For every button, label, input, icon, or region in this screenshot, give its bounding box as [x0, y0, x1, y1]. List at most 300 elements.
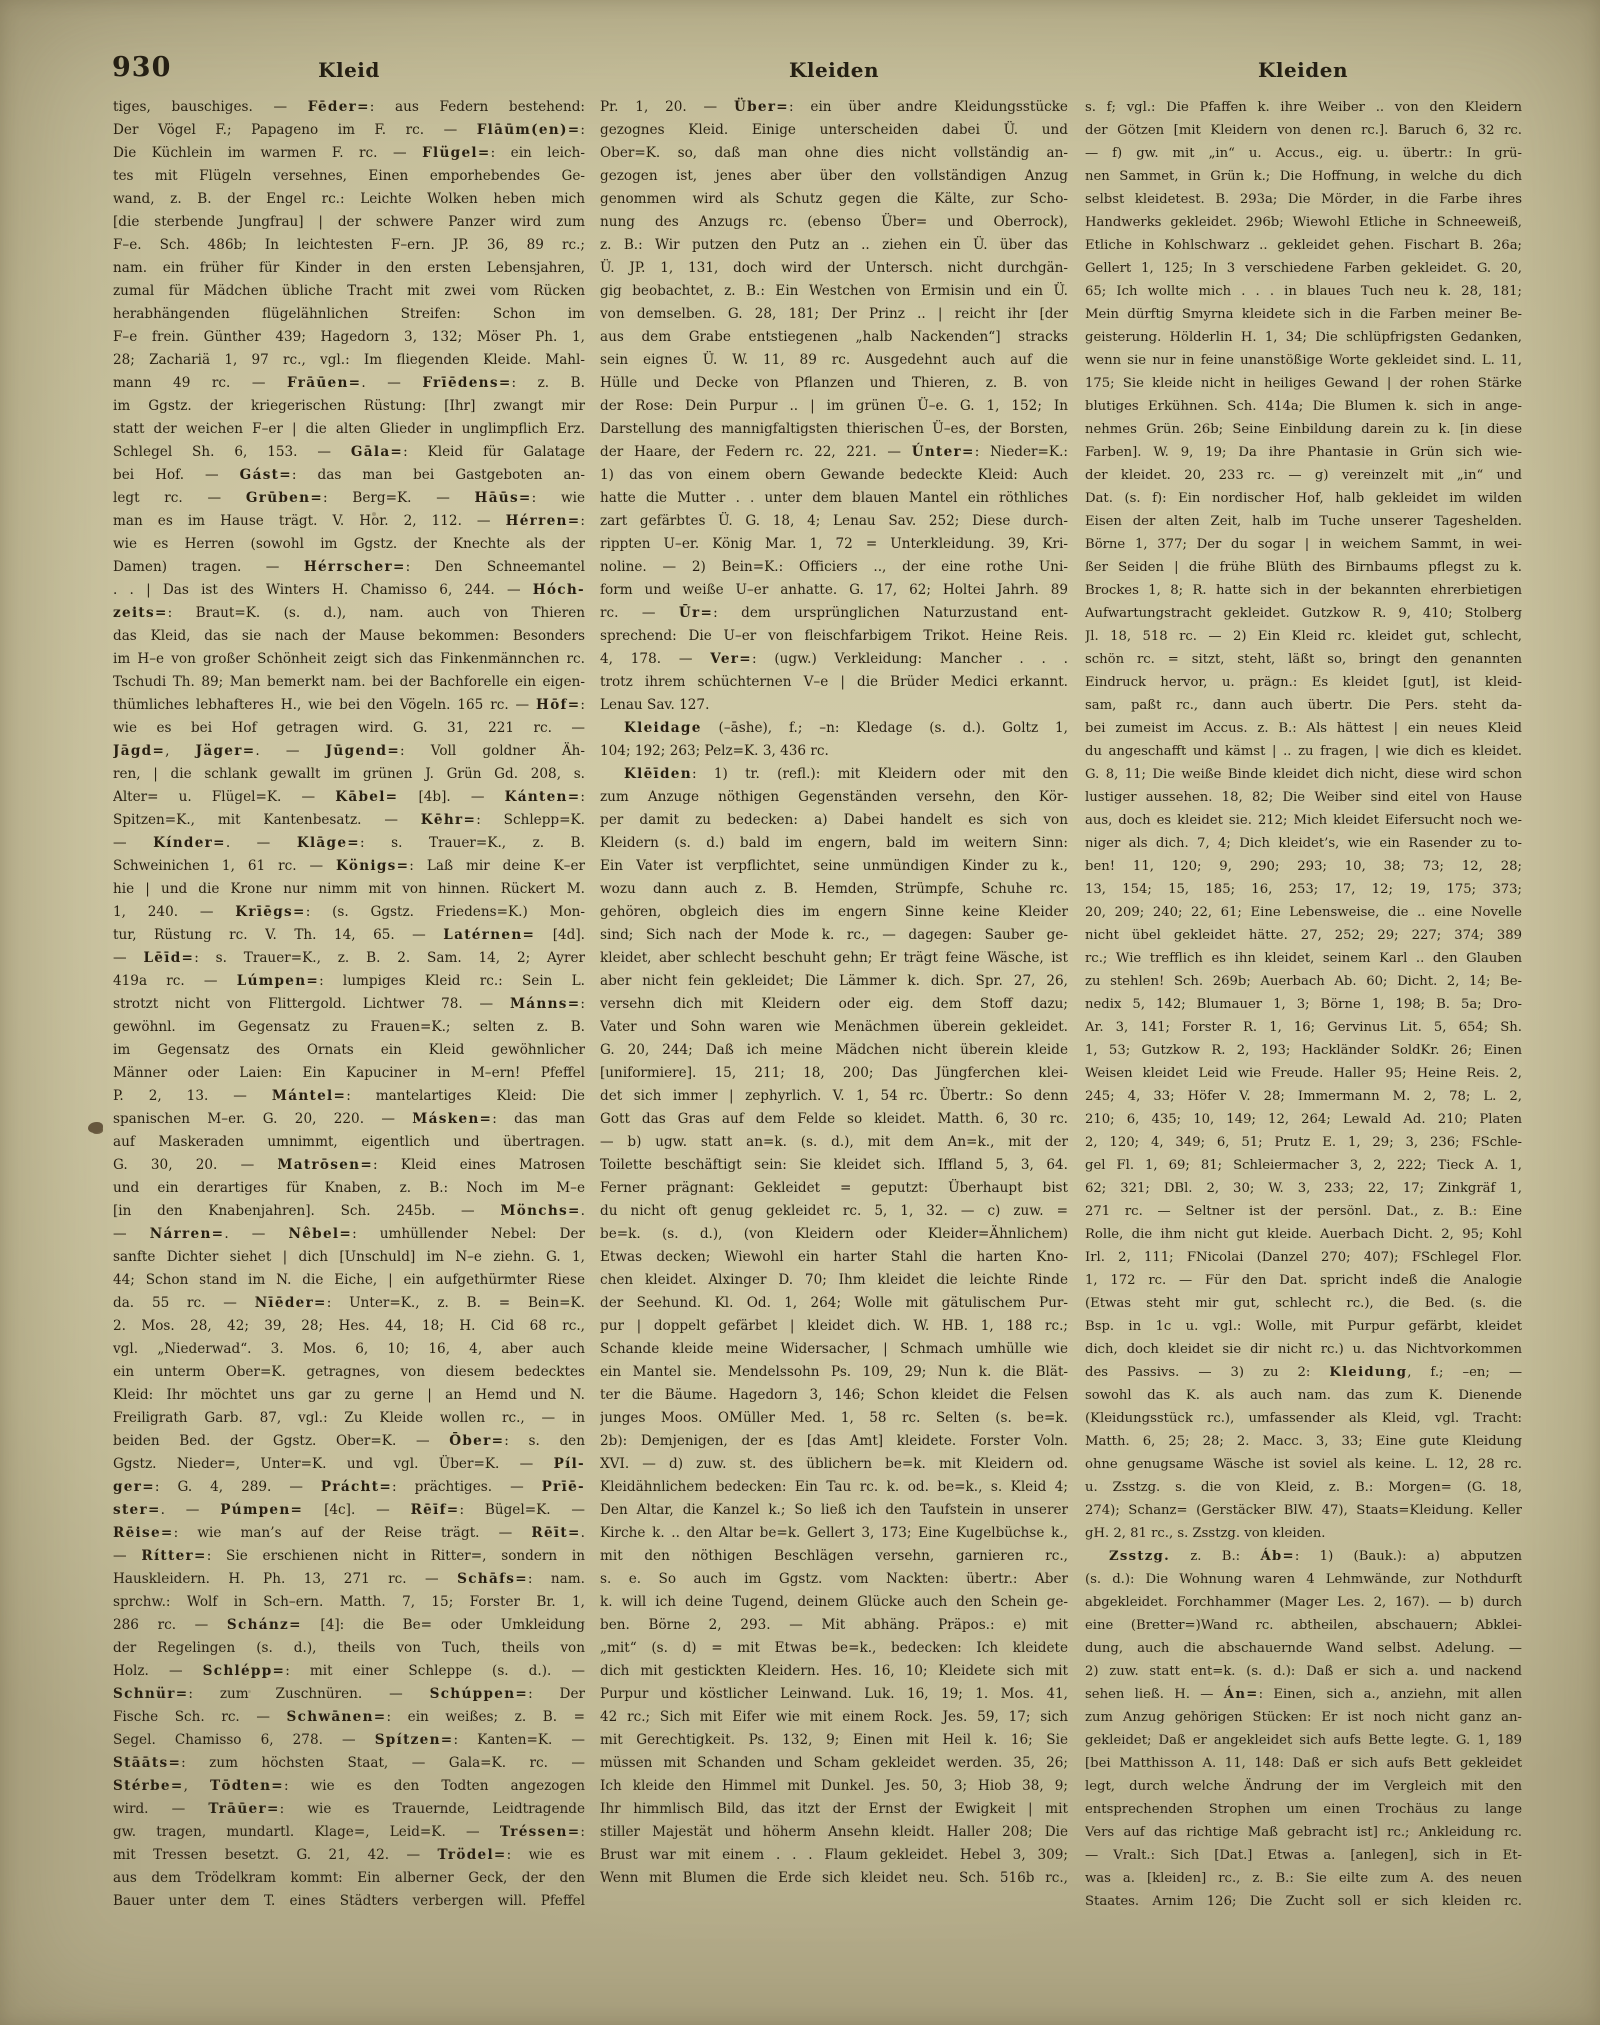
headword: Án=	[1223, 1687, 1259, 1702]
text-line: Der Vögel F.; Papageno im F. rc. — Flāūm(en)=:	[113, 122, 585, 138]
headword: Hérrscher=	[303, 559, 406, 575]
running-head-column-3: Kleiden	[1257, 58, 1349, 82]
text-line: zum Anzuge nöthigen Gegenständen versehn, den Kör-	[600, 789, 1068, 805]
text-line: lustiger aussehen. 18, 82; Die Weiber sind eitel von Hause	[1085, 790, 1522, 805]
text-line: Jl. 18, 518 rc. — 2) Ein Kleid rc. kleidet gut, schlecht,	[1085, 629, 1522, 644]
text-line: Hülle und Decke von Pflanzen und Thieren, z. B. von	[600, 375, 1068, 391]
headword: Nêbel=	[288, 1226, 353, 1242]
text-line: Fische Sch. rc. — Schwānen=: ein weißes; z. B. =	[113, 1709, 585, 1725]
text-line: 271 rc. — Seltner ist der persönl. Dat., z. B.: Eine	[1085, 1204, 1522, 1219]
text-line: Vater und Sohn waren wie Menächmen überein gekleidet.	[600, 1019, 1068, 1035]
headword: Kleidage	[624, 720, 702, 736]
text-line: [in den Knabenjahren]. Sch. 245b. — Mönchs=.	[113, 1203, 585, 1219]
headword: Schnür=	[113, 1686, 189, 1702]
headword: Rēīt=	[531, 1525, 581, 1541]
text-line: form und weiße U–er anhatte. G. 17, 62; Holtei Jahrh. 89	[600, 582, 1068, 598]
headword: Königs=	[336, 858, 410, 874]
text-line: 42 rc.; Sich mit Eifer wie mit einem Rock. Jes. 59, 17; sich	[600, 1709, 1068, 1725]
headword: Nárren=	[149, 1226, 225, 1242]
text-line: zum Anzug gehörigen Stücken: Er ist noch nicht ganz an-	[1085, 1710, 1522, 1725]
headword: Lēīd=	[143, 950, 195, 966]
text-line: 2, 120; 4, 349; 6, 51; Prutz E. 1, 29; 3, 236; FSchle-	[1085, 1135, 1522, 1150]
text-line: beiden Bed. der Ggstz. Ober=K. — Ōber=: s. den	[113, 1433, 585, 1449]
text-line: Bauer unter dem T. eines Städters verbergen will. Pfeffel	[113, 1893, 585, 1909]
dictionary-column-2	[600, 96, 1068, 1890]
text-line: trotz ihrem schüchternen V–e | die Brüder Medici erkannt.	[600, 674, 1068, 690]
headword: Hérren=	[505, 513, 581, 529]
text-line: du angeschafft und kämst | .. zu fragen, | wie dich es kleidet.	[1085, 744, 1522, 759]
headword: Schwānen=	[286, 1709, 387, 1725]
text-line: Etwas decken; Wiewohl ein harter Stahl die harten Kno-	[600, 1249, 1068, 1265]
text-line: zeits=: Braut=K. (s. d.), nam. auch von Thieren	[113, 605, 585, 621]
headword: ger=	[113, 1479, 155, 1495]
text-line: genommen wird als Schutz gegen die Kälte, zur Scho-	[600, 191, 1068, 207]
text-line: vgl. „Niederwad“. 3. Mos. 6, 10; 16, 4, aber auch	[113, 1341, 585, 1357]
text-line: Ar. 3, 141; Forster R. 1, 16; Gervinus Lit. 5, 654; Sh.	[1085, 1020, 1522, 1035]
headword: Grūben=	[245, 490, 324, 506]
headword: Kánten=	[504, 789, 581, 805]
text-line: Weisen kleidet Leid wie Freude. Haller 95; Heine Reis. 2,	[1085, 1066, 1522, 1081]
text-line: u. Zsstzg. s. die von Kleid, z. B.: Morgen= (G. 18,	[1085, 1480, 1522, 1495]
text-line: du nicht oft genug gekleidet rc. 5, 1, 32. — c) zuw. =	[600, 1203, 1068, 1219]
text-line: sanfte Dichter siehet | dich [Unschuld] im N–e ziehn. G. 1,	[113, 1249, 585, 1265]
text-line: gezogen ist, jenes aber über den vollständigen Anzug	[600, 168, 1068, 184]
text-line: legt, durch welche Ändrung der im Vergleich mit den	[1085, 1779, 1522, 1794]
text-line: selbst kleidetest. B. 293a; Die Mörder, in die Farbe ihres	[1085, 192, 1522, 207]
text-line: Damen) tragen. — Hérrscher=: Den Schneemantel	[113, 559, 585, 575]
text-line: der Götzen [mit Kleidern von denen rc.]. Baruch 6, 32 rc.	[1085, 123, 1522, 138]
text-line: Männer oder Laien: Ein Kapuciner in M–ern! Pfeffel	[113, 1065, 585, 1081]
text-line: sprchw.: Wolf in Sch–ern. Matth. 7, 15; Forster Br. 1,	[113, 1594, 585, 1610]
text-line: da. 55 rc. — Nīēder=: Unter=K., z. B. = Bein=K.	[113, 1295, 585, 1311]
text-line: zart gefärbtes Ü. G. 18, 4; Lenau Sav. 252; Diese durch-	[600, 513, 1068, 529]
text-line: 28; Zachariä 1, 97 rc., vgl.: Im fliegenden Kleide. Mahl-	[113, 352, 585, 368]
text-line: wand, z. B. der Engel rc.: Leichte Wolken heben mich	[113, 191, 585, 207]
text-line: schön rc. = sitzt, steht, läßt so, bringt den genannten	[1085, 652, 1522, 667]
text-line: der Seehund. Kl. Od. 1, 264; Wolle mit gätulischem Pur-	[600, 1295, 1068, 1311]
headword: Schāfs=	[457, 1571, 528, 1587]
text-line: ter die Bäume. Hagedorn 3, 146; Schon kleidet die Felsen	[600, 1387, 1068, 1403]
text-line: tiges, bauschiges. — Fēder=: aus Federn bestehend:	[113, 99, 585, 115]
text-line: im H–e von großer Schönheit zeigt sich das Finkenmännchen rc.	[113, 651, 585, 667]
text-line: blutiges Erkühnen. Sch. 414a; Die Blumen k. sich in ange-	[1085, 399, 1522, 414]
headword: Gást=	[239, 467, 292, 483]
text-line: 65; Ich wollte mich . . . in blaues Tuch neu k. 28, 181;	[1085, 284, 1522, 299]
text-line: Kirche k. .. den Altar be=k. Gellert 3, 173; Eine Kugelbüchse k.,	[600, 1525, 1068, 1541]
text-line: . . | Das ist des Winters H. Chamisso 6, 244. — Hóch-	[113, 582, 585, 598]
text-line: ein Mantel sie. Mendelssohn Ps. 109, 29; Nun k. die Blät-	[600, 1364, 1068, 1380]
text-line: Gott das Gras auf dem Felde so kleidet. Matth. 6, 30 rc.	[600, 1111, 1068, 1127]
text-line: Kleidern (s. d.) bald im engern, bald im weitern Sinn:	[600, 835, 1068, 851]
headword: Rēise=	[113, 1525, 174, 1541]
text-line: aus, doch es kleidet sie. 212; Mich kleidet Eifersucht noch we-	[1085, 813, 1522, 828]
text-line: — Rítter=: Sie erschienen nicht in Ritter=, sondern in	[113, 1548, 585, 1564]
text-line: müssen mit Schanden und Scham gekleidet werden. 35, 26;	[600, 1755, 1068, 1771]
text-line: sein eignes Ü. W. 11, 89 rc. Ausgedehnt auch auf die	[600, 352, 1068, 368]
text-line: Pr. 1, 20. — Über=: ein über andre Kleidungsstücke	[600, 99, 1068, 115]
text-line: wird. — Trāūer=: wie es Trauernde, Leidtragende	[113, 1801, 585, 1817]
text-line: dich, doch kleidet sie dir nicht rc.) u. das Nichtvorkommen	[1085, 1342, 1522, 1357]
text-line: Etliche in Kohlschwarz .. gekleidet gehen. Fischart B. 26a;	[1085, 238, 1522, 253]
text-line: det sich immer | zephyrlich. V. 1, 54 rc. Übertr.: So denn	[600, 1088, 1068, 1104]
ink-blot	[88, 1122, 103, 1133]
text-line: thümliches lebhafteres H., wie bei den Vögeln. 165 rc. — Hōf=:	[113, 697, 585, 713]
text-line: Ich kleide den Himmel mit Dunkel. Jes. 50, 3; Hiob 38, 9;	[600, 1778, 1068, 1794]
text-line: was a. [kleiden] rc., z. B.: Sie eilte zum A. des neuen	[1085, 1871, 1522, 1886]
text-line: noline. — 2) Bein=K.: Officiers .., der eine rothe Uni-	[600, 559, 1068, 575]
headword: Trödel=	[437, 1847, 507, 1863]
text-line: Schlegel Sh. 6, 153. — Gāla=: Kleid für Galatage	[113, 444, 585, 460]
headword: Tōdten=	[209, 1778, 284, 1794]
text-line: Jāgd=, Jäger=. — Jūgend=: Voll goldner Äh-	[113, 743, 585, 759]
text-line: Eisen der alten Zeit, halb im Tuche unserer Tageshelden.	[1085, 514, 1522, 529]
text-line: herabhängenden flügelähnlichen Streifen: Schon im	[113, 306, 585, 322]
text-line: Segel. Chamisso 6, 278. — Spítzen=: Kanten=K. —	[113, 1732, 585, 1748]
text-line: per damit zu bedecken: a) Dabei handelt es sich von	[600, 812, 1068, 828]
text-line: im Gegensatz des Ornats ein Kleid gewöhnlicher	[113, 1042, 585, 1058]
headword: Mántel=	[271, 1088, 347, 1104]
text-line: dich mit gestickten Kleidern. Hes. 16, 10; Kleidete sich mit	[600, 1663, 1068, 1679]
text-line: Ein Vater ist verpflichtet, seine unmündigen Kinder zu k.,	[600, 858, 1068, 874]
text-line: der Rose: Dein Purpur .. | im grünen Ü–e. G. 1, 152; In	[600, 398, 1068, 414]
text-line: G. 20, 244; Daß ich meine Mädchen nicht überein kleide	[600, 1042, 1068, 1058]
headword: Nīēder=	[254, 1295, 327, 1311]
text-line: im Ggstz. der kriegerischen Rüstung: [Ihr] zwangt mir	[113, 398, 585, 414]
headword: Ver=	[710, 651, 752, 667]
text-line: gehören, obgleich dies im engern Sinne keine Kleider	[600, 904, 1068, 920]
text-line: 286 rc. — Schánz= [4]: die Be= oder Umkleidung	[113, 1617, 585, 1633]
text-line: des Passivs. — 3) zu 2: Kleidung, f.; –en; —	[1085, 1365, 1522, 1380]
text-line: — f) gw. mit „in“ u. Accus., eig. u. übertr.: In grü-	[1085, 146, 1522, 161]
text-line: 2. Mos. 28, 42; 39, 28; Hes. 44, 18; H. Cid 68 rc.,	[113, 1318, 585, 1334]
text-line: 4, 178. — Ver=: (ugw.) Verkleidung: Mancher . . .	[600, 651, 1068, 667]
text-line: 2b): Demjenigen, der es [das Amt] kleidete. Forster Voln.	[600, 1433, 1068, 1449]
text-line: P. 2, 13. — Mántel=: mantelartiges Kleid: Die	[113, 1088, 585, 1104]
text-line: rc. — Ūr=: dem ursprünglichen Naturzustand ent-	[600, 605, 1068, 621]
text-line: tes mit Flügeln versehnes, Einen emporhebendes Ge-	[113, 168, 585, 184]
text-line: pur | doppelt gefärbet | kleidet dich. W. HB. 1, 188 rc.;	[600, 1318, 1068, 1334]
text-line: (s. d.): Die Wohnung waren 4 Lehmwände, zur Nothdurft	[1085, 1572, 1522, 1587]
text-line: 13, 154; 15, 185; 16, 253; 17, 12; 19, 175; 373;	[1085, 882, 1522, 897]
text-line: bei Hof. — Gást=: das man bei Gastgeboten an-	[113, 467, 585, 483]
text-line: Zsstzg. z. B.: Áb=: 1) (Bauk.): a) abputzen	[1109, 1549, 1522, 1564]
text-line: [die sterbende Jungfrau] | der schwere Panzer wird zum	[113, 214, 585, 230]
text-line: sowohl das K. als auch nam. das zum K. Dienende	[1085, 1388, 1522, 1403]
headword: Fēder=	[307, 99, 370, 115]
text-line: Hauskleidern. H. Ph. 13, 271 rc. — Schāfs=: nam.	[113, 1571, 585, 1587]
text-line: — b) ugw. statt an=k. (s. d.), mit dem An=k., mit der	[600, 1134, 1068, 1150]
text-line: Freiligrath Garb. 87, vgl.: Zu Kleide wollen rc., — in	[113, 1410, 585, 1426]
text-line: Mein dürftig Smyrna kleidete sich in die Farben meiner Be-	[1085, 307, 1522, 322]
text-line: geisterung. Hölderlin H. 1, 34; Die schlüpfrigsten Gedanken,	[1085, 330, 1522, 345]
text-line: mit Tressen besetzt. G. 21, 42. — Trödel=: wie es	[113, 1847, 585, 1863]
headword: Schlépp=	[202, 1663, 286, 1679]
text-line: tur, Rüstung rc. V. Th. 14, 65. — Latérnen= [4d].	[113, 927, 585, 943]
running-head-column-2: Kleiden	[788, 58, 880, 82]
text-line: versehn dich mit Kleidern oder eig. dem Stoff dazu;	[600, 996, 1068, 1012]
text-line: Ggstz. Nieder=, Unter=K. und vgl. Über=K. — Píl-	[113, 1456, 585, 1472]
text-line: Stāāts=: zum höchsten Staat, — Gala=K. rc. —	[113, 1755, 585, 1771]
headword: Áb=	[1260, 1549, 1295, 1564]
text-line: chen kleidet. Alxinger D. 70; Ihm kleidet die leichte Rinde	[600, 1272, 1068, 1288]
text-line: — Kínder=. — Klāge=: s. Trauer=K., z. B.	[113, 835, 585, 851]
text-line: 1, 53; Gutzkow R. 2, 193; Hackländer SoldKr. 26; Einen	[1085, 1043, 1522, 1058]
text-line: zu stehlen! Sch. 269b; Auerbach Ab. 60; Dicht. 2, 14; Be-	[1085, 974, 1522, 989]
text-line: der Haare, der Federn rc. 22, 221. — Únter=: Nieder=K.:	[600, 444, 1068, 460]
text-line: aus dem Grabe entstiegenen „halb Nackenden“] stracks	[600, 329, 1068, 345]
headword: Spítzen=	[374, 1732, 454, 1748]
text-line: Alter= u. Flügel=K. — Kābel= [4b]. — Kánten=:	[113, 789, 585, 805]
headword: Schúppen=	[429, 1686, 529, 1702]
text-line: Staates. Arnim 126; Die Zucht soll er sich kleiden rc.	[1085, 1894, 1522, 1909]
text-line: Eindruck hervor, u. prägn.: Es kleidet [gut], ist kleid-	[1085, 675, 1522, 690]
text-line: s. e. So auch im Ggstz. vom Nackten: übertr.: Aber	[600, 1571, 1068, 1587]
text-line: Wenn mit Blumen die Erde sich kleidet neu. Sch. 516b rc.,	[600, 1870, 1068, 1886]
text-line: Spitzen=K., mit Kantenbesatz. — Kēhr=: Schlepp=K.	[113, 812, 585, 828]
text-line: mann 49 rc. — Frāūen=. — Frīēdens=: z. B.	[113, 375, 585, 391]
text-line: Purpur und köstlicher Leinwand. Luk. 16, 19; 1. Mos. 41,	[600, 1686, 1068, 1702]
text-line: Rēise=: wie man’s auf der Reise trägt. — Rēīt=.	[113, 1525, 585, 1541]
headword: Ōber=	[449, 1433, 505, 1449]
headword: Krīēgs=	[235, 904, 306, 920]
text-line: ster=. — Púmpen= [4c]. — Rēīf=: Bügel=K. —	[113, 1502, 585, 1518]
text-line: k. will ich deine Tugend, deinem Glücke auch den Schein ge-	[600, 1594, 1068, 1610]
headword: Kābel=	[335, 789, 399, 805]
text-line: entsprechenden Strophen um einen Trochäus zu lange	[1085, 1802, 1522, 1817]
text-line: Schnür=: zum Zuschnüren. — Schúppen=: Der	[113, 1686, 585, 1702]
headword: Trāūer=	[208, 1801, 280, 1817]
text-line: und ein derartiges für Knaben, z. B.: Noch im M–e	[113, 1180, 585, 1196]
text-line: 1, 172 rc. — Für den Dat. spricht indeß die Analogie	[1085, 1273, 1522, 1288]
text-line: strotzt nicht von Flittergold. Lichtwer 78. — Mánns=:	[113, 996, 585, 1012]
text-line: Irl. 2, 111; FNicolai (Danzel 270; 407); FSchlegel Flor.	[1085, 1250, 1522, 1265]
text-line: gel Fl. 1, 69; 81; Schleiermacher 3, 2, 222; Tieck A. 1,	[1085, 1158, 1522, 1173]
text-line: mit Gerechtigkeit. Ps. 132, 9; Einen mit Heil k. 16; Sie	[600, 1732, 1068, 1748]
paper-speck	[1419, 1003, 1422, 1006]
headword: ster=	[113, 1502, 161, 1518]
headword: Rēīf=	[410, 1502, 460, 1518]
text-line: aus dem Trödelkram kommt: Ein alberner Geck, der den	[113, 1870, 585, 1886]
headword: Schánz=	[226, 1617, 302, 1633]
text-line: 2) zuw. statt ent=k. (s. d.): Daß er sich a. und nackend	[1085, 1664, 1522, 1679]
headword: Únter=	[911, 444, 975, 460]
text-line: z. B.: Wir putzen den Putz an .. ziehen ein Ü. über das	[600, 237, 1068, 253]
text-line: aber nicht fein gekleidet; Die Lämmer k. dich. Spr. 27, 26,	[600, 973, 1068, 989]
text-line: ßer Seiden | die frühe Blüth des Birnbaums pflegst zu k.	[1085, 560, 1522, 575]
headword: Rítter=	[141, 1548, 207, 1564]
text-line: ein unterm Ober=K. getragnes, von diesem bedecktes	[113, 1364, 585, 1380]
text-line: hie | und die Krone nur nimm mit von hinnen. Rückert M.	[113, 881, 585, 897]
headword: Tréssen=	[499, 1824, 581, 1840]
headword: Hāūs=	[474, 490, 532, 506]
text-line: rc.; Wie trefflich es ihn kleidet, seinem Karl .. den Glauben	[1085, 951, 1522, 966]
headword: Frāūen=	[287, 375, 362, 391]
text-line: Stérbe=, Tōdten=: wie es den Todten angezogen	[113, 1778, 585, 1794]
text-line: von demselben. G. 28, 181; Der Prinz .. | reicht ihr [der	[600, 306, 1068, 322]
text-line: Dat. (s. f): Ein nordischer Hof, halb gekleidet im wilden	[1085, 491, 1522, 506]
text-line: wozu dann auch z. B. Hemden, Strümpfe, Schuhe rc.	[600, 881, 1068, 897]
text-line: ben! 11, 120; 9, 290; 293; 10, 38; 73; 12, 28;	[1085, 859, 1522, 874]
text-line: Kleidage (–āshe), f.; –n: Kledage (s. d.). Goltz 1,	[624, 720, 1068, 736]
text-line: Rolle, die ihm nicht gut kleide. Auerbach Dicht. 2, 95; Kohl	[1085, 1227, 1522, 1242]
text-line: abgekleidet. Forchhammer (Mager Les. 2, 167). — b) durch	[1085, 1595, 1522, 1610]
text-line: Brockes 1, 8; R. hatte sich in der bekannten ehrerbietigen	[1085, 583, 1522, 598]
text-line: legt rc. — Grūben=: Berg=K. — Hāūs=: wie	[113, 490, 585, 506]
text-line: nam. ein früher für Kinder in den ersten Lebensjahren,	[113, 260, 585, 276]
text-line: nung des Anzugs rc. (ebenso Über= und Oberrock),	[600, 214, 1068, 230]
text-line: 1, 240. — Krīēgs=: (s. Ggstz. Friedens=K.) Mon-	[113, 904, 585, 920]
headword: Jäger=	[195, 743, 256, 759]
text-line: wie es Herren (sowohl im Ggstz. der Knechte als der	[113, 536, 585, 552]
text-line: Toilette beschäftigt sein: Sie kleidet sich. Iffland 5, 3, 64.	[600, 1157, 1068, 1173]
text-line: gw. tragen, mundartl. Klage=, Leid=K. — Tréssen=:	[113, 1824, 585, 1840]
text-line: G. 8, 11; Die weiße Binde kleidet dich nicht, diese wird schon	[1085, 767, 1522, 782]
text-line: — Nárren=. — Nêbel=: umhüllender Nebel: Der	[113, 1226, 585, 1242]
text-line: XVI. — d) zuw. st. des üblichern be=k. mit Kleidern od.	[600, 1456, 1068, 1472]
text-line: — Lēīd=: s. Trauer=K., z. B. 2. Sam. 14, 2; Ayrer	[113, 950, 585, 966]
headword: Flügel=	[422, 145, 491, 161]
text-line: Kleidähnlichem bedecken: Ein Tau rc. k. od. be=k., s. Kleid 4;	[600, 1479, 1068, 1495]
headword: Kínder=	[153, 835, 226, 851]
headword: Mánns=	[509, 996, 581, 1012]
text-line: dung, auch die abschauernde Wand selbst. Adelung. —	[1085, 1641, 1522, 1656]
running-head-column-1: Kleid	[318, 58, 380, 82]
text-line: bei zumeist im Accus. z. B.: Als hättest | ein neues Kleid	[1085, 721, 1522, 736]
headword: Prīē-	[541, 1479, 585, 1495]
headword: Flāūm(en)=	[476, 122, 581, 138]
text-line: ohne genugsame Wäsche ist soviel als keine. L. 12, 28 rc.	[1085, 1457, 1522, 1472]
text-line: auf Maskeraden umnimmt, eigentlich und übertragen.	[113, 1134, 585, 1150]
text-line: wenn sie nur in feine unanstößige Worte gekleidet sind. L. 11,	[1085, 353, 1522, 368]
text-line: ren, | die schlank gewallt im grünen J. Grün Gd. 208, s.	[113, 766, 585, 782]
headword: Prácht=	[320, 1479, 393, 1495]
text-line: [uniformiere]. 15, 211; 18, 200; Das Jüngferchen klei-	[600, 1065, 1068, 1081]
headword: Frīēdens=	[422, 375, 512, 391]
page-number: 930	[112, 52, 172, 83]
text-line: nen Sammet, in Grün k.; Die Hoffnung, in welche du dich	[1085, 169, 1522, 184]
text-line: Darstellung des mannigfaltigsten thierischen Ü–es, der Borsten,	[600, 421, 1068, 437]
text-line: gH. 2, 81 rc., s. Zsstzg. von kleiden.	[1085, 1526, 1326, 1541]
text-line: Tschudi Th. 89; Man bemerkt nam. bei der Bachforelle ein eigen-	[113, 674, 585, 690]
text-line: F–e. Sch. 486b; In leichtesten F–ern. JP. 36, 89 rc.;	[113, 237, 585, 253]
text-line: das Kleid, das sie nach der Mause bekommen: Besonders	[113, 628, 585, 644]
text-line: Die Küchlein im warmen F. rc. — Flügel=: ein leich-	[113, 145, 585, 161]
text-line: 245; 4, 33; Höfer V. 28; Immermann M. 2, 78; L. 2,	[1085, 1089, 1522, 1104]
text-line: Gellert 1, 125; In 3 verschiedene Farben gekleidet. G. 20,	[1085, 261, 1522, 276]
text-line: F–e frein. Günther 439; Hagedorn 3, 132; Möser Ph. 1,	[113, 329, 585, 345]
headword: Klāge=	[296, 835, 360, 851]
text-line: Ferner prägnant: Gekleidet = geputzt: Überhaupt bist	[600, 1180, 1068, 1196]
headword: Jāgd=	[113, 743, 166, 759]
text-line: Handwerks gekleidet. 296b; Wiewohl Etliche in Schneeweiß,	[1085, 215, 1522, 230]
text-line: Matth. 6, 25; 28; 2. Macc. 3, 33; Eine gute Kleidung	[1085, 1434, 1522, 1449]
text-line: be=k. (s. d.), (von Kleidern oder Kleider=Ähnlichem)	[600, 1226, 1068, 1242]
text-line: nehmes Grün. 26b; Seine Einbildung darein zu k. [in diese	[1085, 422, 1522, 437]
text-line: gekleidet; Daß er angekleidet sich aufs Bette legte. G. 1, 189	[1085, 1733, 1522, 1748]
text-line: 20, 209; 240; 22, 61; Eine Lebensweise, die .. eine Novelle	[1085, 905, 1522, 920]
text-line: 1) das von einem obern Gewande bedeckte Kleid: Auch	[600, 467, 1068, 483]
text-line: gezognes Kleid. Einige unterscheiden dabei Ü. und	[600, 122, 1068, 138]
headword: Klēīden	[624, 766, 692, 782]
headword: Gāla=	[350, 444, 404, 460]
text-line: — Vralt.: Sich [Dat.] Etwas a. [anlegen], sich in Et-	[1085, 1848, 1522, 1863]
text-line: G. 30, 20. — Matrōsen=: Kleid eines Matrosen	[113, 1157, 585, 1173]
text-line: 274); Schanz= (Gerstäcker BlW. 47), Staats=Kleidung. Keller	[1085, 1503, 1522, 1518]
text-line: 419a rc. — Lúmpen=: lumpiges Kleid rc.: Sein L.	[113, 973, 585, 989]
text-line: kleidet, aber schlecht beschuht gehn; Er trägt feine Wäsche, ist	[600, 950, 1068, 966]
text-line: gig beobachtet, z. B.: Ein Westchen von Ermisin und ein Ü.	[600, 283, 1068, 299]
headword: Ūr=	[678, 605, 714, 621]
text-line: junges Moos. OMüller Med. 1, 58 rc. Selten (s. be=k.	[600, 1410, 1068, 1426]
headword: Másken=	[412, 1111, 493, 1127]
text-line: Ihr himmlisch Bild, das itzt der Ernst der Ewigkeit | mit	[600, 1801, 1068, 1817]
text-line: sind; Sich nach der Mode k. rc., — dagegen: Sauber ge-	[600, 927, 1068, 943]
text-line: man es im Hause trägt. V. Hor. 2, 112. — Hérren=:	[113, 513, 585, 529]
text-line: Bsp. in 1c u. vgl.: Wolle, mit Purpur gefärbt, kleidet	[1085, 1319, 1522, 1334]
text-line: zumal für Mädchen übliche Tracht mit zwei vom Rücken	[113, 283, 585, 299]
text-line: nicht übel gekleidet hätte. 27, 252; 29; 227; 374; 389	[1085, 928, 1522, 943]
paper-speck	[372, 512, 376, 516]
headword: Píl-	[553, 1456, 585, 1472]
headword: Latérnen=	[443, 927, 536, 943]
text-line: Schweinichen 1, 61 rc. — Königs=: Laß mir deine K–er	[113, 858, 585, 874]
headword: Kleidung	[1329, 1365, 1408, 1380]
headword: Hōf=	[536, 697, 581, 713]
text-line: Ober=K. so, daß man ohne dies nicht vollständig an-	[600, 145, 1068, 161]
headword: Über=	[733, 99, 789, 115]
text-line: (Etwas steht mir gut, schlecht rc.), die Bed. (s. die	[1085, 1296, 1522, 1311]
text-line: sehen ließ. H. — Án=: Einen, sich a., anziehn, mit allen	[1085, 1687, 1522, 1702]
text-line: (Kleidungsstück rc.), umfassender als Kleid, vgl. Tracht:	[1085, 1411, 1522, 1426]
headword: zeits=	[113, 605, 168, 621]
text-line: ben. Börne 2, 293. — Mit abhäng. Präpos.: e) mit	[600, 1617, 1068, 1633]
text-line: Kleid: Ihr möchtet uns gar zu gerne | an Hemd und N.	[113, 1387, 585, 1403]
text-line: Ü. JP. 1, 131, doch wird der Untersch. nicht durchgän-	[600, 260, 1068, 276]
text-line: spanischen M–er. G. 20, 220. — Másken=: das man	[113, 1111, 585, 1127]
text-line: 104; 192; 263; Pelz=K. 3, 436 rc.	[600, 743, 829, 759]
headword: Mönchs=	[500, 1203, 581, 1219]
text-line: wie es bei Hof getragen wird. G. 31, 221 rc. —	[113, 720, 585, 736]
text-line: ger=: G. 4, 289. — Prácht=: prächtiges. — Prīē-	[113, 1479, 585, 1495]
headword: Stérbe=	[113, 1778, 184, 1794]
dictionary-column-3	[1085, 96, 1522, 1913]
headword: Kēhr=	[420, 812, 477, 828]
text-line: stiller Majestät und höherm Ansehn kleidt. Haller 208; Die	[600, 1824, 1068, 1840]
paper-speck	[248, 1690, 251, 1693]
text-line: Farben]. W. 9, 19; Da ihre Phantasie in Grün sich wie-	[1085, 445, 1522, 460]
headword: Stāāts=	[113, 1755, 182, 1771]
text-line: Schande kleide meine Widersacher, | Schmach umhülle wie	[600, 1341, 1068, 1357]
text-line: 175; Sie kleide nicht in heiliges Gewand | der rohen Stärke	[1085, 376, 1522, 391]
text-line: 62; 321; DBl. 2, 30; W. 3, 233; 22, 17; Zinkgräf 1,	[1085, 1181, 1522, 1196]
text-line: Vers auf das richtige Maß gebracht ist] rc.; Ankleidung rc.	[1085, 1825, 1522, 1840]
text-line: sam, paßt rc., dann auch übertr. Die Pers. steht da-	[1085, 698, 1522, 713]
text-line: eine (Bretter=)Wand rc. abtheilen, abschauern; Abklei-	[1085, 1618, 1522, 1633]
text-line: s. f; vgl.: Die Pfaffen k. ihre Weiber .. von den Kleidern	[1085, 100, 1522, 115]
text-line: nedix 5, 142; Blumauer 1, 3; Börne 1, 198; B. 5a; Dro-	[1085, 997, 1522, 1012]
text-line: Lenau Sav. 127.	[600, 697, 710, 713]
text-line: Holz. — Schlépp=: mit einer Schleppe (s. d.). —	[113, 1663, 585, 1679]
text-line: Klēīden: 1) tr. (refl.): mit Kleidern oder mit den	[624, 766, 1068, 782]
text-line: Börne 1, 377; Der du sogar | in weichem Sammt, in wei-	[1085, 537, 1522, 552]
dictionary-column-1	[113, 96, 585, 1913]
text-line: der Regelingen (s. d.), theils von Tuch, theils von	[113, 1640, 585, 1656]
text-line: [bei Matthisson A. 11, 148: Daß er sich aufs Bett gekleidet	[1085, 1756, 1522, 1771]
headword: Púmpen=	[220, 1502, 304, 1518]
headword: Hóch-	[532, 582, 585, 598]
text-line: niger als dich. 7, 4; Dich kleidet’s, wie ein Rasender zu to-	[1085, 836, 1522, 851]
text-line: statt der weichen F–er | die alten Glieder in unglimpflich Erz.	[113, 421, 585, 437]
